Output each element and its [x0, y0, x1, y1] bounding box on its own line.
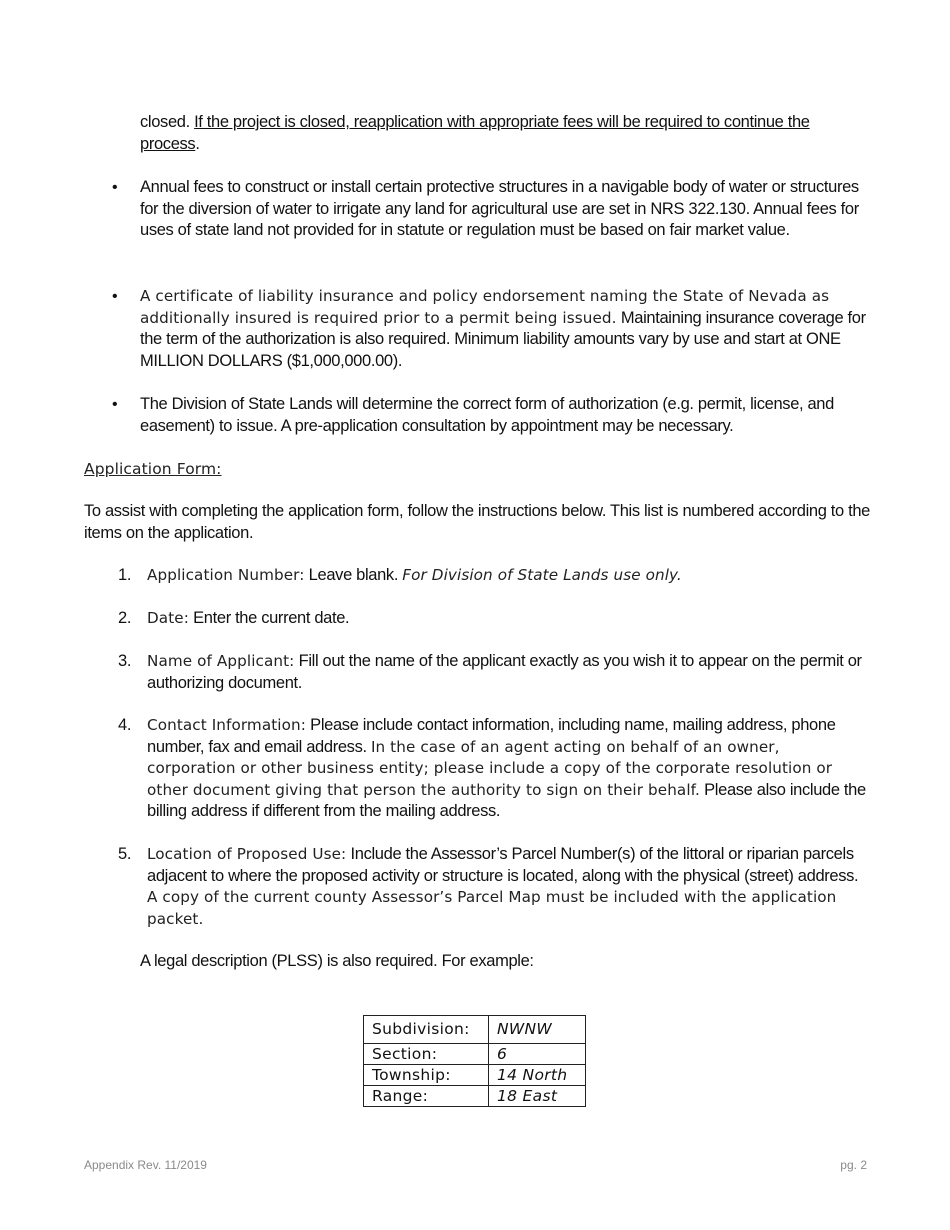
bullet-alt-text: A certificate of liability insurance and policy endorsement naming the State of Nevada as additionally insured is required prior to a permit being issued.: [140, 287, 830, 327]
table-row: [364, 1086, 586, 1107]
bullet-text: The Division of State Lands will determine the correct form of authorization (e.g. permit, license, and easement) to issue. A pre-application consultation by appointment may be necessary.: [140, 395, 834, 435]
section-heading: Application Form:: [84, 460, 222, 478]
item-contact-information: [147, 715, 872, 823]
item-text: Include the Assessor’s Parcel Number(s) of the littoral or riparian parcels adjacent to where the proposed activity or structure is located, along with the physical (street) address.: [147, 845, 859, 885]
item-text: Leave blank.: [304, 566, 403, 584]
plss-value: NWNW: [489, 1016, 586, 1044]
item-label: Contact Information:: [147, 716, 306, 734]
item-number: 1.: [118, 566, 132, 584]
item-text: Fill out the name of the applicant exactly as you wish it to appear on the permit or authorizing document.: [147, 652, 862, 692]
bullet-liability-insurance: [140, 286, 872, 372]
intro-paragraph: To assist with completing the application form, follow the instructions below. This list is numbered according to the items on the application.: [84, 502, 870, 542]
plss-value: 6: [489, 1044, 586, 1065]
item-text: Please include contact information, including name, mailing address, phone number, fax and email address.: [147, 716, 836, 756]
bullet-authorization-form: [140, 394, 872, 437]
continuation-end: .: [195, 134, 200, 153]
item-number: 5.: [118, 845, 132, 863]
footer-revision: Appendix Rev. 11/2019: [84, 1158, 207, 1172]
plss-table: [363, 1015, 586, 1107]
bullet-annual-fees: [140, 177, 872, 242]
item-number: 2.: [118, 609, 132, 627]
bullet-marker: •: [112, 179, 118, 196]
item-name-of-applicant: [147, 651, 872, 694]
plss-label: Range:: [364, 1086, 489, 1107]
table-row: [364, 1065, 586, 1086]
item-text-end: Please also include the billing address if different from the mailing address.: [147, 780, 866, 820]
plss-label: Township:: [364, 1065, 489, 1086]
legal-description-note: A legal description (PLSS) is also required. For example:: [140, 952, 534, 970]
table-row: [364, 1016, 586, 1044]
plss-value: 18 East: [489, 1086, 586, 1107]
item-text: Enter the current date.: [188, 609, 350, 627]
item-application-number: [147, 565, 872, 587]
bullet-text: Maintaining insurance coverage for the term of the authorization is also required. Minimum liability amounts vary by use and start at ONE MILLION DOLLARS ($1,000,000.00).: [140, 308, 866, 370]
item-number: 3.: [118, 652, 132, 670]
reapplication-notice: If the project is closed, reapplication with appropriate fees will be required to continue the process: [140, 113, 810, 153]
item-date: [147, 608, 872, 630]
item-location-of-proposed-use: [147, 844, 872, 930]
continuation-paragraph: [140, 112, 872, 155]
plss-value: 14 North: [489, 1065, 586, 1086]
item-alt-text: In the case of an agent acting on behalf of an owner, corporation or other business entity; please include a copy of the corporate resolution or other document giving that person the authority to sign on their behalf.: [147, 737, 833, 799]
footer-page-number: pg. 2: [840, 1158, 867, 1172]
item-italic-note: For Division of State Lands use only.: [402, 566, 682, 584]
bullet-marker: •: [112, 288, 118, 305]
item-alt-text: A copy of the current county Assessor’s Parcel Map must be included with the application packet.: [147, 888, 837, 928]
plss-label: Subdivision:: [364, 1016, 489, 1044]
item-label: Date:: [147, 609, 189, 627]
plss-label: Section:: [364, 1044, 489, 1065]
bullet-marker: •: [112, 396, 118, 413]
table-row: [364, 1044, 586, 1065]
continuation-lead: closed.: [140, 113, 195, 131]
item-label: Location of Proposed Use:: [147, 845, 347, 863]
item-label: Name of Applicant:: [147, 652, 295, 670]
item-number: 4.: [118, 716, 132, 734]
item-label: Application Number:: [147, 566, 305, 584]
bullet-text: Annual fees to construct or install certain protective structures in a navigable body of water or structures for the diversion of water to irrigate any land for agricultural use are set in NRS 322.130. Annual fees for uses of state land not provided for in statute or regulation must be based on fair market value.: [140, 178, 859, 239]
